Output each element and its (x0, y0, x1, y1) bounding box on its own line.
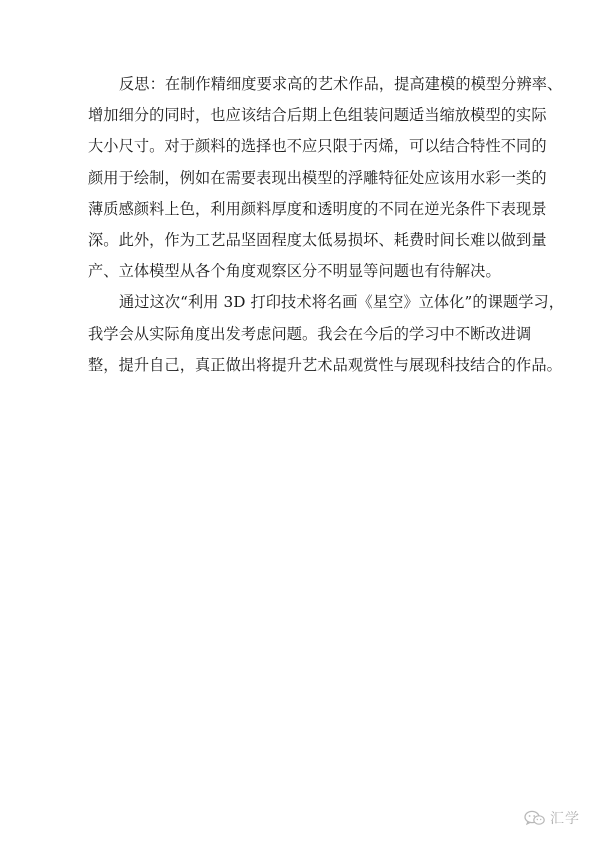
paragraph-2-line-1: 通过这次“利用 3D 打印技术将名画《星空》立体化”的课题学习， (119, 293, 565, 312)
paragraph-1-line-4: 颜用于绘制，例如在需要表现出模型的浮雕特征处应该用水彩一类的 (88, 168, 547, 187)
paragraph-1-line-5: 薄质感颜料上色，利用颜料厚度和透明度的不同在逆光条件下表现景 (88, 199, 547, 218)
paragraph-1-line-7: 产、立体模型从各个角度观察区分不明显等问题也有待解决。 (88, 262, 501, 281)
document-body (88, 69, 565, 381)
paragraph-2-line-2: 我学会从实际角度出发考虑问题。我会在今后的学习中不断改进调 (88, 324, 532, 343)
paragraph-2-line-3: 整，提升自己，真正做出将提升艺术品观赏性与展现科技结合的作品。 (88, 355, 562, 374)
paragraph-1-line-6: 深。此外，作为工艺品坚固程度太低易损坏、耗费时间长难以做到量 (88, 230, 547, 249)
paragraph-1-line-2: 增加细分的同时，也应该结合后期上色组装问题适当缩放模型的实际 (88, 106, 547, 125)
paragraph-1-line-1: 反思：在制作精细度要求高的艺术作品，提高建模的模型分辨率、 (119, 75, 563, 93)
watermark (524, 808, 580, 828)
watermark-text: 汇学 (550, 811, 580, 827)
wechat-icon (524, 810, 546, 826)
paragraph-1-line-3: 大小尺寸。对于颜料的选择也不应只限于丙烯，可以结合特性不同的 (88, 137, 547, 156)
